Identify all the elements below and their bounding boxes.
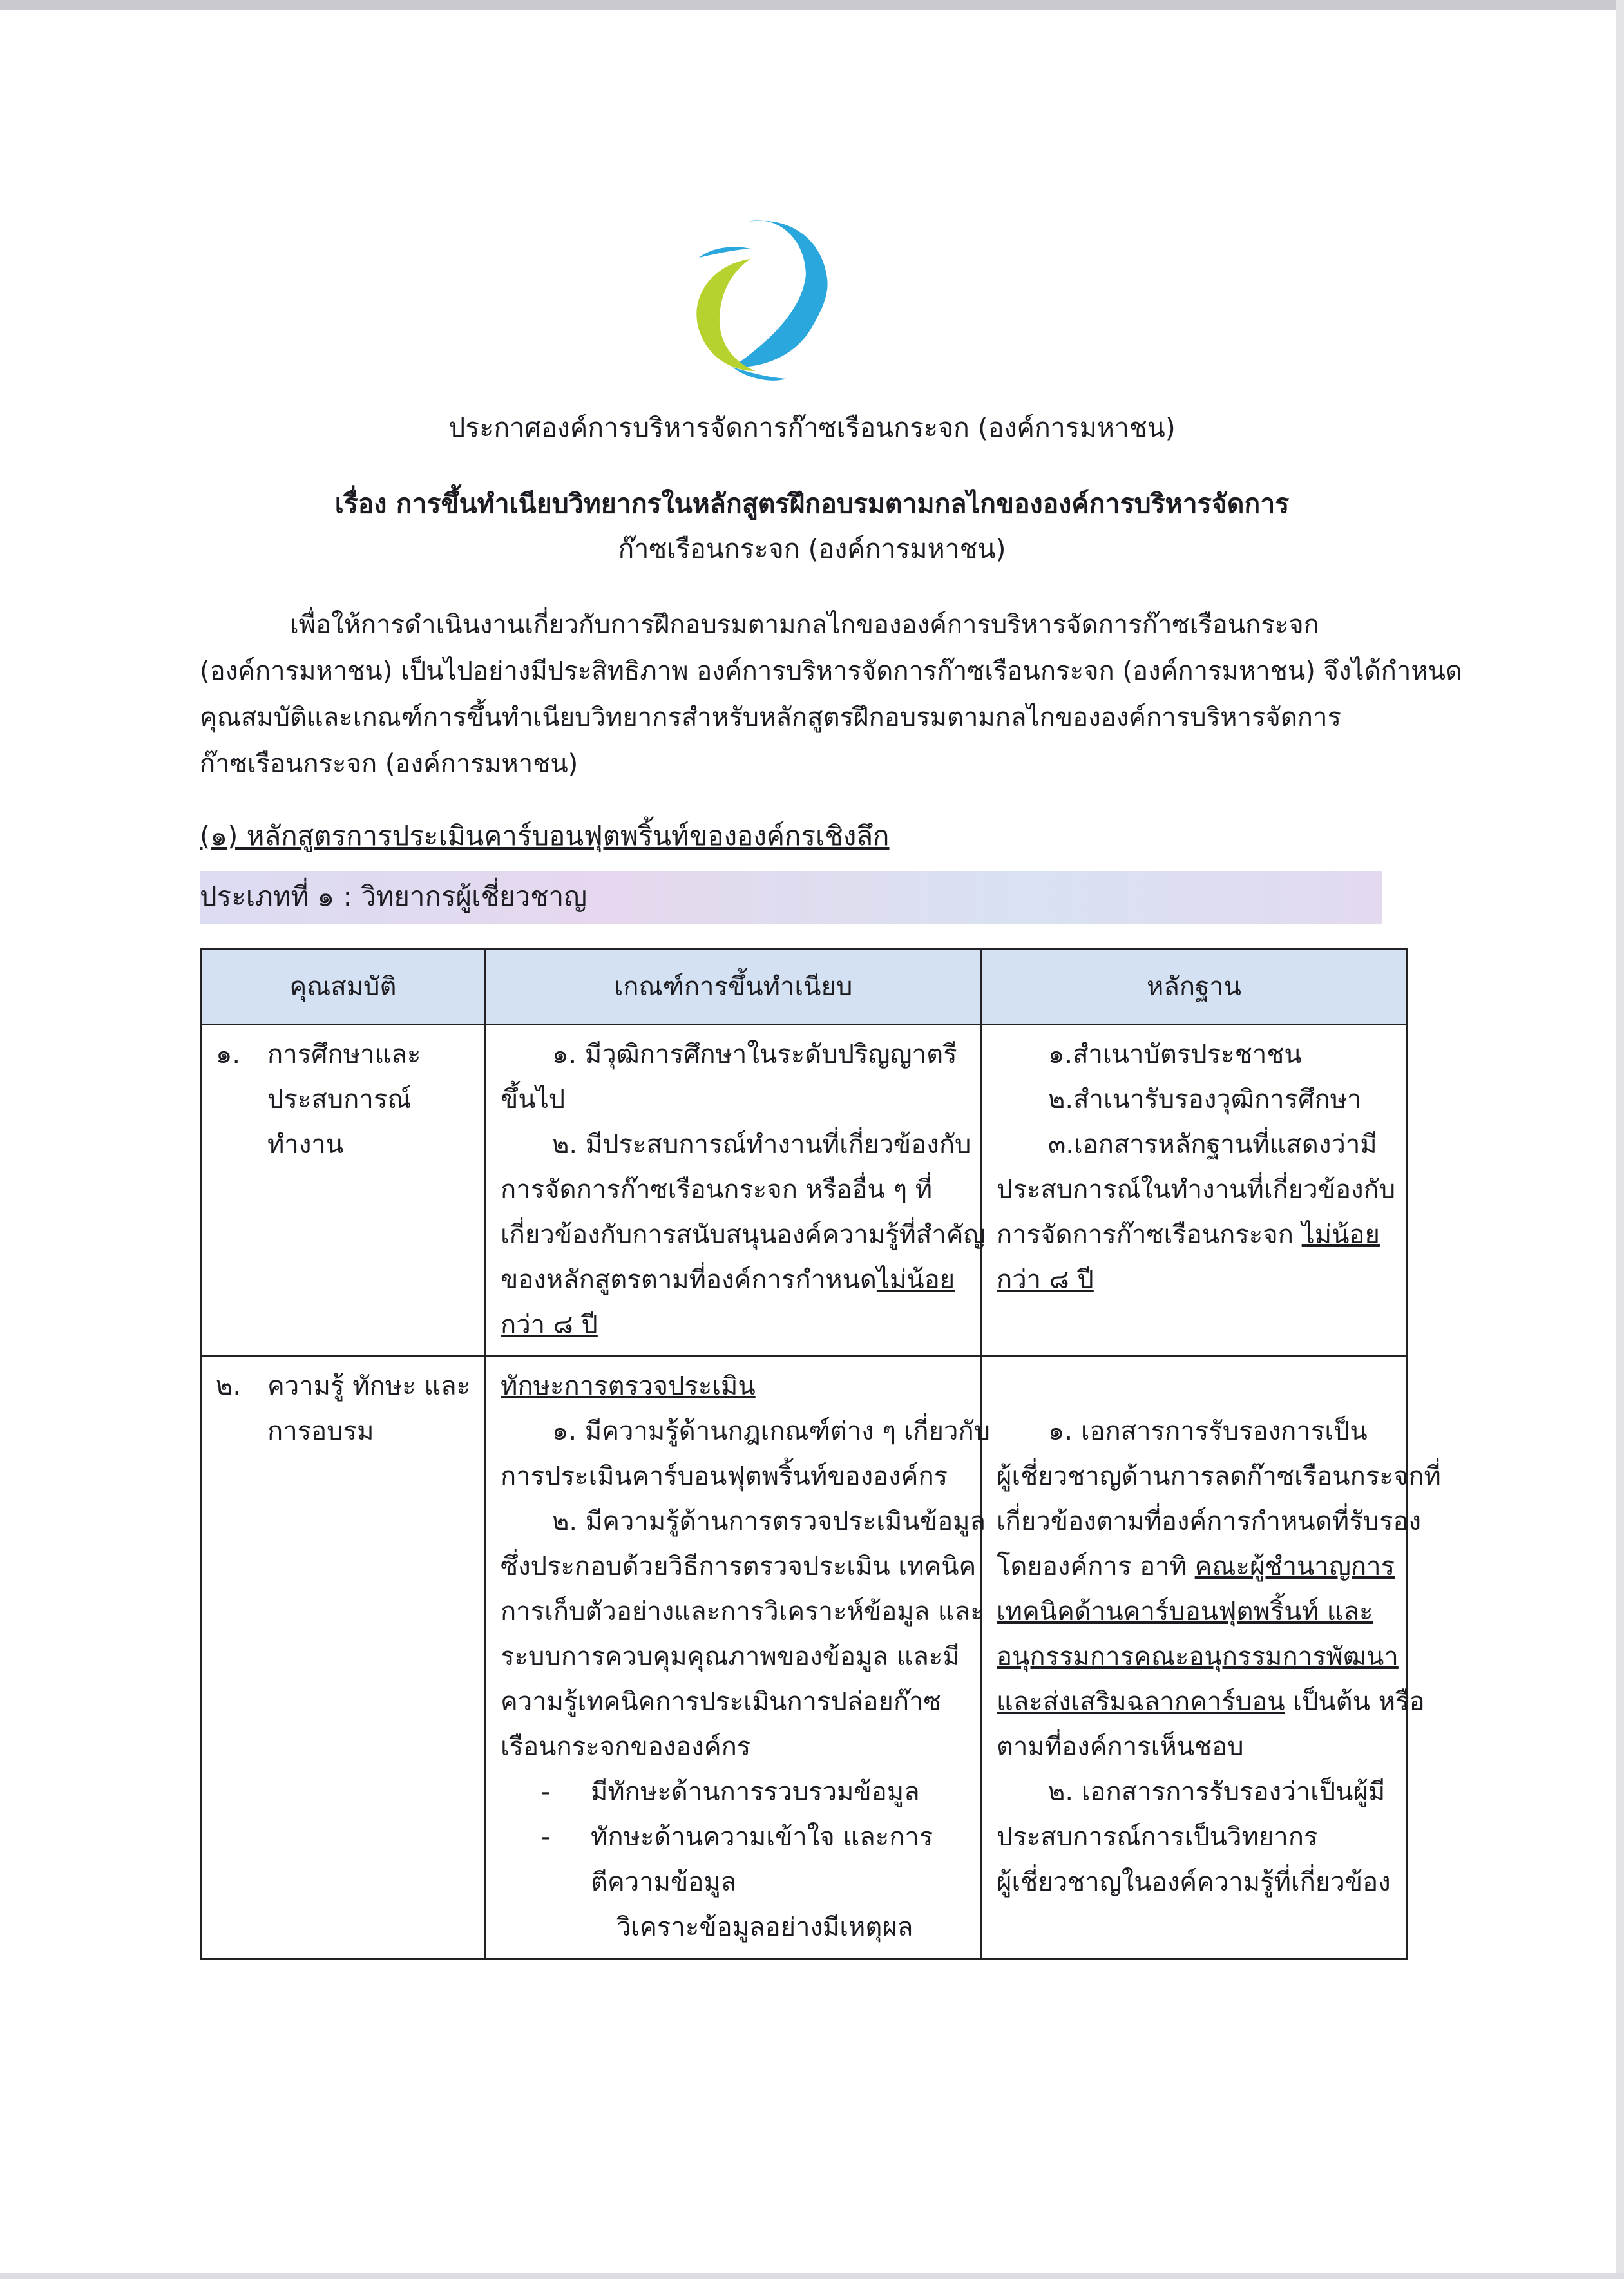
subject-title-continued: ก๊าซเรือนกระจก (องค์การมหาชน) bbox=[618, 533, 1006, 564]
criteria-underlined-text: ไม่น้อย bbox=[876, 1265, 955, 1295]
course-heading: (๑) หลักสูตรการประเมินคาร์บอนฟุตพริ้นท์ขององค์กรเชิงลึก bbox=[200, 820, 890, 852]
qualification-number: ๑. bbox=[216, 1040, 241, 1069]
intro-line: คุณสมบัติและเกณฑ์การขึ้นทำเนียบวิทยากรสำหรับหลักสูตรฝึกอบรมตามกลไกขององค์การบริหารจัดการ bbox=[200, 703, 1341, 732]
subject-title: เรื่อง การขึ้นทำเนียบวิทยากรในหลักสูตรฝึกอบรมตามกลไกขององค์การบริหารจัดการ bbox=[334, 488, 1290, 519]
evidence-line: การจัดการก๊าซเรือนกระจก bbox=[997, 1220, 1302, 1250]
evidence-underlined-text: คณะผู้ชำนาญการ bbox=[1194, 1552, 1395, 1581]
evidence-line: เป็นต้น หรือ bbox=[1285, 1687, 1425, 1717]
list-item bbox=[501, 1769, 969, 1815]
qualification-cell bbox=[201, 1025, 486, 1357]
table-row bbox=[201, 1025, 1407, 1357]
table-header-row bbox=[201, 949, 1407, 1025]
header-criteria: เกณฑ์การขึ้นทำเนียบ bbox=[486, 949, 982, 1025]
criteria-underlined-text: กว่า ๘ ปี bbox=[501, 1310, 598, 1340]
criteria-line: ซึ่งประกอบด้วยวิธีการตรวจประเมิน เทคนิค bbox=[501, 1552, 977, 1581]
type-label: ประเภทที่ ๑ : วิทยากรผู้เชี่ยวชาญ bbox=[200, 881, 588, 912]
criteria-line: เรือนกระจกขององค์กร bbox=[501, 1732, 751, 1762]
scan-edge-top bbox=[0, 0, 1624, 10]
criteria-line: ขึ้นไป bbox=[501, 1085, 566, 1114]
evidence-line: ๑. เอกสารการรับรองการเป็น bbox=[1048, 1416, 1368, 1446]
criteria-line: ๑. มีความรู้ด้านกฎเกณฑ์ต่าง ๆ เกี่ยวกับ bbox=[552, 1416, 991, 1446]
criteria-cell bbox=[486, 1357, 991, 1959]
qualification-line: การศึกษาและ bbox=[267, 1040, 421, 1069]
scan-edge-bottom bbox=[0, 2273, 1624, 2279]
header-evidence: หลักฐาน bbox=[982, 949, 1407, 1025]
criteria-line: ของหลักสูตรตามที่องค์การกำหนด bbox=[501, 1265, 877, 1295]
evidence-line: ๓.เอกสารหลักฐานที่แสดงว่ามี bbox=[1048, 1130, 1377, 1159]
criteria-line: ๒. มีประสบการณ์ทำงานที่เกี่ยวข้องกับ bbox=[552, 1130, 971, 1159]
bullet-text: มีทักษะด้านการรวบรวมข้อมูล bbox=[591, 1777, 920, 1807]
intro-line: เพื่อให้การดำเนินงานเกี่ยวกับการฝึกอบรมตามกลไกขององค์การบริหารจัดการก๊าซเรือนกระจก bbox=[290, 610, 1319, 640]
intro-line: (องค์การมหาชน) เป็นไปอย่างมีประสิทธิภาพ องค์การบริหารจัดการก๊าซเรือนกระจก (องค์การมหาชน) จึงได้กำหนด bbox=[200, 656, 1462, 686]
announcement-title: ประกาศองค์การบริหารจัดการก๊าซเรือนกระจก (องค์การมหาชน) bbox=[448, 412, 1176, 443]
list-item bbox=[501, 1815, 969, 1905]
criteria-line: การจัดการก๊าซเรือนกระจก หรืออื่น ๆ ที่ bbox=[501, 1175, 933, 1205]
intro-paragraph bbox=[200, 602, 1462, 787]
evidence-underlined-text: ไม่น้อย bbox=[1301, 1220, 1380, 1250]
criteria-subheading: ทักษะการตรวจประเมิน bbox=[501, 1371, 756, 1401]
evidence-line: ประสบการณ์ในทำงานที่เกี่ยวข้องกับ bbox=[997, 1175, 1396, 1205]
evidence-underlined-text: กว่า ๘ ปี bbox=[997, 1265, 1094, 1295]
criteria-line: การเก็บตัวอย่างและการวิเคราะห์ข้อมูล และ bbox=[501, 1597, 984, 1626]
evidence-line: ๑.สำเนาบัตรประชาชน bbox=[1048, 1040, 1302, 1069]
tgo-c-logo-icon bbox=[673, 213, 841, 386]
type-banner bbox=[200, 871, 1382, 924]
qualification-number: ๒. bbox=[216, 1371, 242, 1401]
bullet-text: ทักษะด้านความเข้าใจ และการ bbox=[591, 1822, 933, 1852]
qualification-line: การอบรม bbox=[267, 1416, 374, 1446]
criteria-table bbox=[200, 948, 1441, 1960]
evidence-underlined-text: เทคนิคด้านคาร์บอนฟุตพริ้นท์ และ bbox=[997, 1597, 1373, 1626]
bullet-dash: - bbox=[540, 1822, 551, 1852]
qualification-line: ทำงาน bbox=[267, 1130, 344, 1159]
bullet-dash: - bbox=[540, 1777, 551, 1807]
header-qualification: คุณสมบัติ bbox=[201, 949, 486, 1025]
scan-edge-right bbox=[1616, 0, 1624, 2279]
evidence-line: ๒.สำเนารับรองวุฒิการศึกษา bbox=[1048, 1085, 1362, 1114]
evidence-line: ตามที่องค์การเห็นชอบ bbox=[997, 1732, 1244, 1762]
intro-line: ก๊าซเรือนกระจก (องค์การมหาชน) bbox=[200, 749, 578, 779]
evidence-line: ๒. เอกสารการรับรองว่าเป็นผู้มี bbox=[1048, 1777, 1386, 1807]
criteria-line: ๑. มีวุฒิการศึกษาในระดับปริญญาตรี bbox=[552, 1040, 957, 1069]
criteria-line: ความรู้เทคนิคการประเมินการปล่อยก๊าซ bbox=[501, 1687, 941, 1717]
table-row bbox=[201, 1357, 1407, 1959]
criteria-line: ๒. มีความรู้ด้านการตรวจประเมินข้อมูล bbox=[552, 1507, 986, 1536]
evidence-line: ผู้เชี่ยวชาญในองค์ความรู้ที่เกี่ยวข้อง bbox=[997, 1867, 1391, 1897]
evidence-underlined-text: และส่งเสริมฉลากคาร์บอน bbox=[997, 1687, 1285, 1717]
evidence-line: ผู้เชี่ยวชาญด้านการลดก๊าซเรือนกระจกที่ bbox=[997, 1462, 1441, 1491]
qualification-line: ความรู้ ทักษะ และ bbox=[267, 1371, 471, 1401]
qualification-cell bbox=[201, 1357, 486, 1959]
criteria-line: การประเมินคาร์บอนฟุตพริ้นท์ขององค์กร bbox=[501, 1462, 948, 1491]
criteria-line: ระบบการควบคุมคุณภาพของข้อมูล และมี bbox=[501, 1642, 960, 1672]
bullet-text: ตีความข้อมูล bbox=[591, 1867, 737, 1897]
evidence-underlined-text: อนุกรรมการคณะอนุกรรมการพัฒนา bbox=[997, 1642, 1399, 1672]
criteria-line: เกี่ยวข้องกับการสนับสนุนองค์ความรู้ที่สำคัญ bbox=[501, 1220, 986, 1250]
evidence-cell bbox=[982, 1025, 1407, 1357]
evidence-line: โดยองค์การ อาทิ bbox=[997, 1552, 1195, 1581]
evidence-line: ประสบการณ์การเป็นวิทยากร bbox=[997, 1822, 1318, 1852]
evidence-cell bbox=[982, 1357, 1441, 1959]
criteria-cell bbox=[486, 1025, 986, 1357]
bullet-text: วิเคราะข้อมูลอย่างมีเหตุผล bbox=[616, 1912, 913, 1942]
evidence-line: เกี่ยวข้องตามที่องค์การกำหนดที่รับรอง bbox=[997, 1507, 1421, 1536]
qualification-line: ประสบการณ์ bbox=[267, 1085, 412, 1114]
